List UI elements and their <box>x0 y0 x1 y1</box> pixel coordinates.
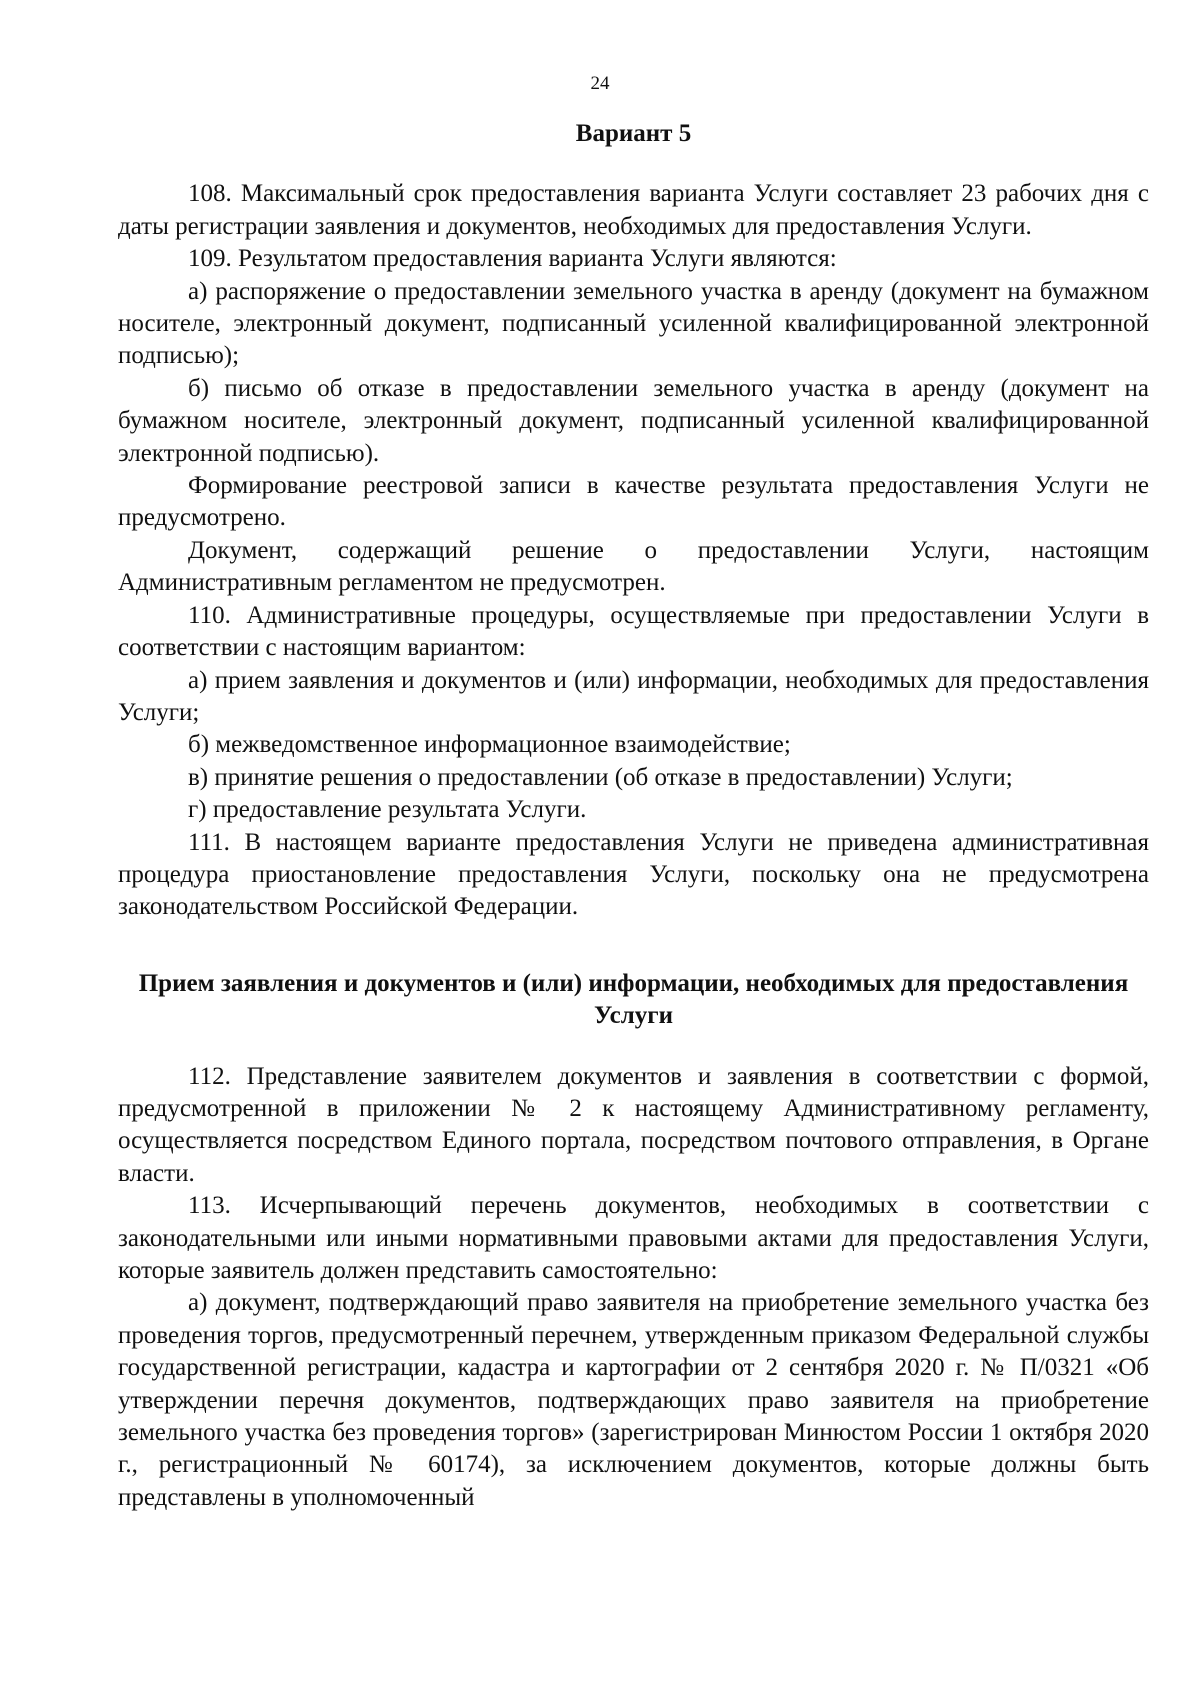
section-title-application-intake: Прием заявления и документов и (или) информации, необходимых для предоставления Услуги <box>138 969 1129 1030</box>
paragraph: 112. Представление заявителем документов и заявления в соответствии с формой, предусмотренной в приложении № 2 к настоящему Административному регламенту, осуществляется посредством Единого портала, посредством почтового отправления, в Органе власти. <box>118 1062 1149 1187</box>
section-variant-body <box>118 178 1149 923</box>
paragraph: Документ, содержащий решение о предоставлении Услуги, настоящим Административным регламентом не предусмотрен. <box>118 536 1149 597</box>
paragraph: а) прием заявления и документов и (или) информации, необходимых для предоставления Услуги; <box>118 666 1149 726</box>
paragraph: 109. Результатом предоставления варианта Услуги являются: <box>188 245 837 273</box>
section-application-intake-body <box>118 1061 1149 1515</box>
paragraph: г) предоставление результата Услуги. <box>188 796 587 824</box>
document-body <box>118 118 1149 1514</box>
page-number: 24 <box>590 73 610 94</box>
paragraph: б) письмо об отказе в предоставлении земельного участка в аренду (документ на бумажном носителе, электронный документ, подписанный усиленной квалифицированной электронной подписью). <box>118 374 1149 467</box>
section-title-variant: Вариант 5 <box>575 120 692 147</box>
paragraph: 108. Максимальный срок предоставления варианта Услуги составляет 23 рабочих дня с даты регистрации заявления и документов, необходимых для предоставления Услуги. <box>118 180 1149 240</box>
paragraph: а) документ, подтверждающий право заявителя на приобретение земельного участка без проведения торгов, предусмотренный перечнем, утвержденным приказом Федеральной службы государственной регистрации, кадастра и картографии от 2 сентября 2020 г. № П/0321 «Об утверждении перечня документов, подтверждающих право заявителя на приобретение земельного участка без проведения торгов» (зарегистрирован Минюстом России 1 октября 2020 г., регистрационный № 60174), за исключением документов, которые должны быть представлены в уполномоченный <box>118 1289 1149 1511</box>
paragraph: а) распоряжение о предоставлении земельного участка в аренду (документ на бумажном носителе, электронный документ, подписанный усиленной квалифицированной электронной подписью); <box>118 277 1149 370</box>
paragraph: 110. Административные процедуры, осуществляемые при предоставлении Услуги в соответствии с настоящим вариантом: <box>118 601 1149 662</box>
paragraph: 111. В настоящем варианте предоставления Услуги не приведена административная процедура приостановление предоставления Услуги, поскольку она не предусмотрена законодательством Российской Федерации. <box>118 828 1149 921</box>
paragraph: 113. Исчерпывающий перечень документов, необходимых в соответствии с законодательными или иными нормативными правовыми актами для предоставления Услуги, которые заявитель должен представить самостоятельно: <box>118 1192 1149 1284</box>
paragraph: б) межведомственное информационное взаимодействие; <box>188 731 791 759</box>
paragraph: Формирование реестровой записи в качестве результата предоставления Услуги не предусмотрено. <box>118 472 1149 532</box>
paragraph: в) принятие решения о предоставлении (об отказе в предоставлении) Услуги; <box>188 763 1013 791</box>
